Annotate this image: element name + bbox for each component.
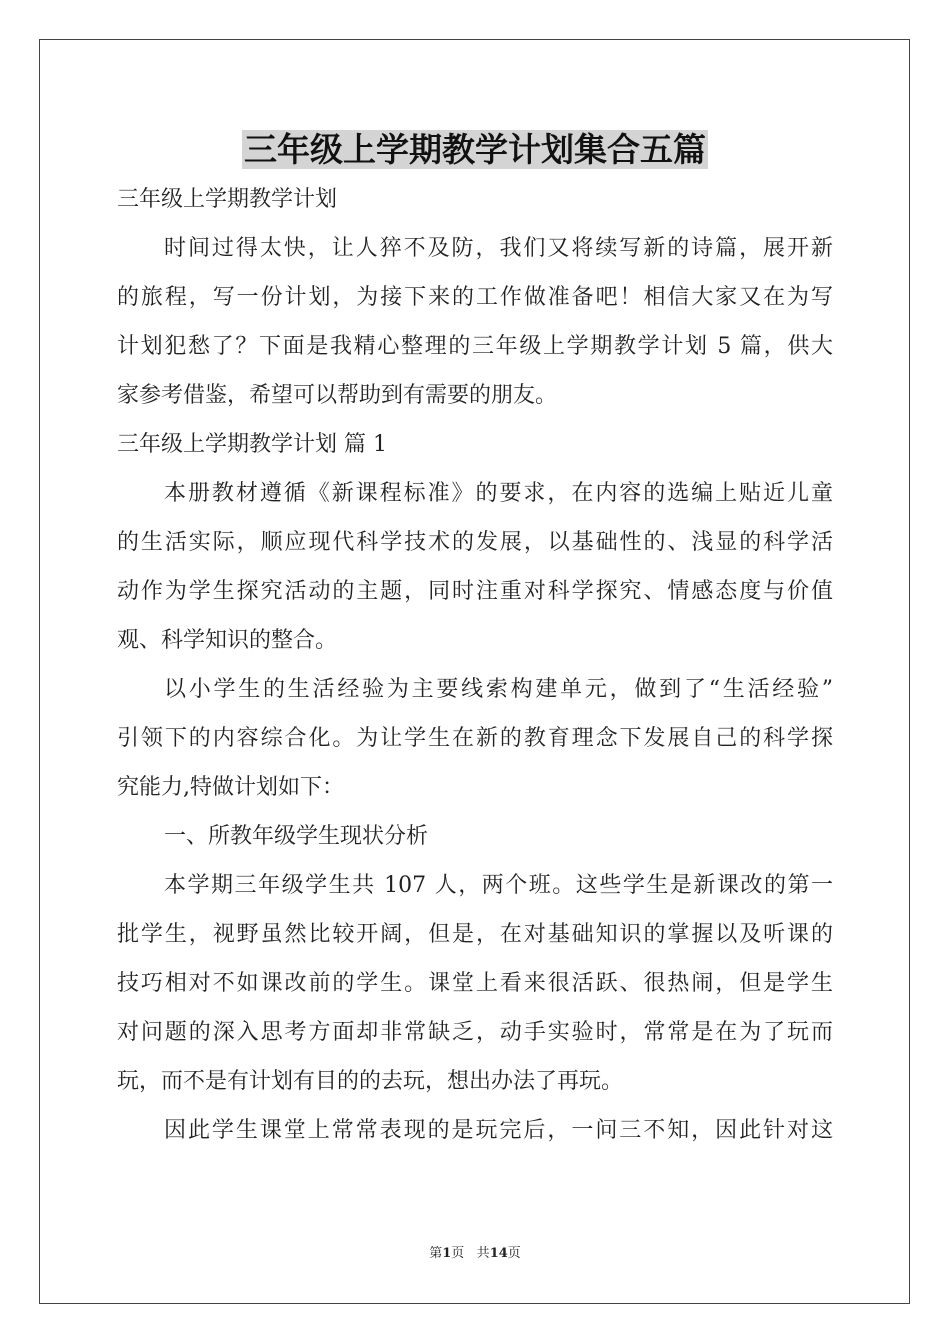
line-text: 以小学生的生活经验为主要线索构建单元，做到了“生活经验” <box>164 677 833 702</box>
page-footer <box>0 1244 950 1264</box>
text-line <box>117 518 833 567</box>
text-line <box>117 1008 833 1057</box>
text-line <box>117 567 833 616</box>
text-line <box>117 371 833 420</box>
text-line <box>117 1057 833 1106</box>
text-line <box>117 175 833 224</box>
line-text: 动作为学生探究活动的主题，同时注重对科学探究、情感态度与价值 <box>117 579 833 604</box>
text-line <box>117 959 833 1008</box>
text-line <box>117 1106 833 1155</box>
footer-total-pages: 14 <box>489 1246 508 1261</box>
text-line <box>117 665 833 714</box>
footer-page-suffix: 页 <box>451 1246 465 1261</box>
document-title-text: 三年级上学期教学计划集合五篇 <box>244 130 706 169</box>
footer-total-suffix: 页 <box>507 1246 521 1261</box>
line-text: 因此学生课堂上常常表现的是玩完后，一问三不知，因此针对这 <box>164 1118 833 1143</box>
line-text: 一、所教年级学生现状分析 <box>164 824 429 849</box>
text-line <box>117 714 833 763</box>
line-text: 的旅程，写一份计划，为接下来的工作做准备吧！相信大家又在为写 <box>117 285 833 310</box>
document-body <box>117 175 833 1155</box>
text-line <box>117 224 833 273</box>
line-text: 本学期三年级学生共 107 人，两个班。这些学生是新课改的第一 <box>164 873 833 898</box>
line-text: 计划犯愁了？下面是我精心整理的三年级上学期教学计划 5 篇，供大 <box>117 334 833 359</box>
footer-total-prefix: 共 <box>476 1246 490 1261</box>
line-text: 引领下的内容综合化。为让学生在新的教育理念下发展自己的科学探 <box>117 726 833 751</box>
text-line <box>117 420 833 469</box>
footer-page-prefix: 第 <box>429 1246 443 1261</box>
footer-page-number: 1 <box>442 1246 452 1261</box>
text-line <box>117 763 833 812</box>
line-text: 批学生，视野虽然比较开阔，但是，在对基础知识的掌握以及听课的 <box>117 922 833 947</box>
line-text: 玩，而不是有计划有目的的去玩，想出办法了再玩。 <box>117 1069 624 1094</box>
line-text: 三年级上学期教学计划 <box>117 187 338 212</box>
text-line <box>117 861 833 910</box>
text-line <box>117 616 833 665</box>
line-text: 观、科学知识的整合。 <box>117 628 338 653</box>
line-text: 的生活实际，顺应现代科学技术的发展，以基础性的、浅显的科学活 <box>117 530 833 555</box>
document-title <box>0 124 950 176</box>
text-line <box>117 273 833 322</box>
text-line <box>117 812 833 861</box>
line-text: 本册教材遵循《新课程标准》的要求，在内容的选编上贴近儿童 <box>164 481 833 506</box>
text-line <box>117 322 833 371</box>
line-text: 三年级上学期教学计划 篇 1 <box>117 432 387 457</box>
line-text: 究能力,特做计划如下： <box>117 775 344 800</box>
text-line <box>117 469 833 518</box>
line-text: 家参考借鉴，希望可以帮助到有需要的朋友。 <box>117 383 558 408</box>
line-text: 时间过得太快，让人猝不及防，我们又将续写新的诗篇，展开新 <box>164 236 833 261</box>
text-line <box>117 910 833 959</box>
line-text: 技巧相对不如课改前的学生。课堂上看来很活跃、很热闹，但是学生 <box>117 971 833 996</box>
line-text: 对问题的深入思考方面却非常缺乏，动手实验时，常常是在为了玩而 <box>117 1020 833 1045</box>
